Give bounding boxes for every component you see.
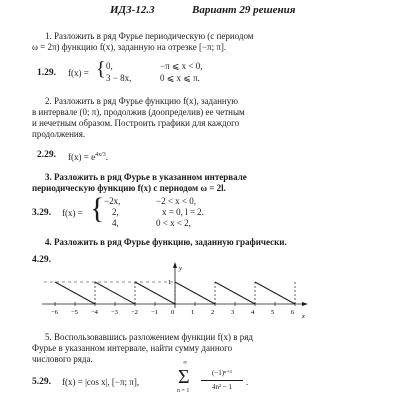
task1-line2: ω = 2π) функцию f(x), заданную на отрезке [−π; π]. [32, 42, 227, 52]
task3-case3-condition: 0 < x < 2, [156, 218, 191, 228]
task5-line2: Фурье в указанном интервале, найти сумму данного [32, 343, 233, 353]
doc-code: ИДЗ-12.3 [110, 4, 155, 16]
task1-brace: { [96, 58, 106, 80]
task2-number: 2.29. [37, 150, 56, 160]
task5-line3: числового ряда. [32, 354, 93, 364]
task2-formula: $f(x) = e^{4x/3}$. [68, 152, 108, 162]
x-tick-label: 4 [251, 309, 255, 316]
x-tick-label: −6 [51, 309, 58, 316]
task1-case1-condition: −π ⩽ x < 0, [160, 61, 203, 71]
x-axis-arrow [302, 302, 308, 306]
x-tick-label: −2 [131, 309, 138, 316]
task2-line4: продолжения. [32, 129, 86, 139]
x-tick-label: 6 [291, 309, 295, 316]
sawtooth-segment [55, 282, 95, 304]
x-tick-label: −4 [91, 309, 98, 316]
x-axis-label: x [302, 313, 305, 320]
task3-number: 3.29. [32, 208, 51, 218]
sum-denominator: 4n² − 1 [211, 383, 233, 391]
x-tick-label: 3 [231, 309, 235, 316]
task3-case2-value: 2, [112, 207, 119, 217]
sum-sign: Σ [178, 366, 190, 388]
task4-line: 4. Разложить в ряд Фурье функцию, заданную графически. [45, 237, 287, 247]
y-axis-label: y [179, 265, 182, 272]
task1-case1-value: 0, [106, 61, 113, 71]
task3-case1-condition: −2 < x < 0, [156, 196, 196, 206]
x-tick-label: −3 [111, 309, 118, 316]
task3-brace: { [90, 192, 105, 225]
task5-period: . [246, 377, 249, 387]
task2-line1: 2. Разложить в ряд Фурье функцию f(x), заданную [45, 96, 238, 106]
task5-formula: f(x) = |cos x|, [−π; π], [62, 377, 140, 387]
task1-line1: 1. Разложить в ряд Фурье периодическую (с периодом [45, 31, 254, 41]
x-tick-label: 5 [271, 309, 275, 316]
task1-number: 1.29. [37, 68, 56, 78]
task3-case1-value: −2x, [104, 196, 121, 206]
task2-line2: в интервале (0; π), продолжив (доопределив) ее четным [32, 107, 245, 117]
task3-line2: периодическую функцию f(x) с периодом ω = 2l. [32, 183, 226, 193]
task3-line1: 3. Разложить в ряд Фурье в указанном интервале [45, 172, 247, 182]
task3-fx: f(x) = [62, 208, 83, 218]
sawtooth-segment [95, 282, 135, 304]
task1-fx: f(x) = [68, 68, 89, 78]
sum-numerator: (−1)ⁿ⁺¹ [211, 369, 233, 377]
x-tick-label: 2 [211, 309, 215, 316]
x-tick-label: −5 [71, 309, 78, 316]
sum-upper: ∞ [183, 360, 188, 366]
task3-case2-condition: x = 0, l = 2. [162, 207, 204, 217]
y-tick-label: 1 [168, 279, 172, 286]
task1-case2-value: 3 − 8x, [106, 73, 132, 83]
variant-title: Вариант 29 решения [192, 4, 296, 16]
sum-lower: n = 1 [177, 388, 190, 394]
sawtooth-segment [175, 282, 215, 304]
x-tick-label: 1 [191, 309, 195, 316]
task5-line1: 5. Воспользовавшись разложением функции f(x) в ряд [45, 332, 253, 342]
x-tick-label: −1 [151, 309, 158, 316]
y-axis-arrow [173, 262, 177, 268]
task4-graph [40, 262, 310, 322]
task2-line3: и нечетным образом. Построить графики для каждого [32, 118, 240, 128]
x-tick-label: 0 [171, 309, 175, 316]
task1-case2-condition: 0 ⩽ x ⩽ π. [160, 73, 200, 83]
sawtooth-segment [255, 282, 295, 304]
fraction-bar [201, 380, 243, 381]
task5-number: 5.29. [32, 377, 51, 387]
sawtooth-segment [215, 282, 255, 304]
task3-case3-value: 4, [112, 218, 119, 228]
task4-number: 4.29. [32, 255, 51, 265]
